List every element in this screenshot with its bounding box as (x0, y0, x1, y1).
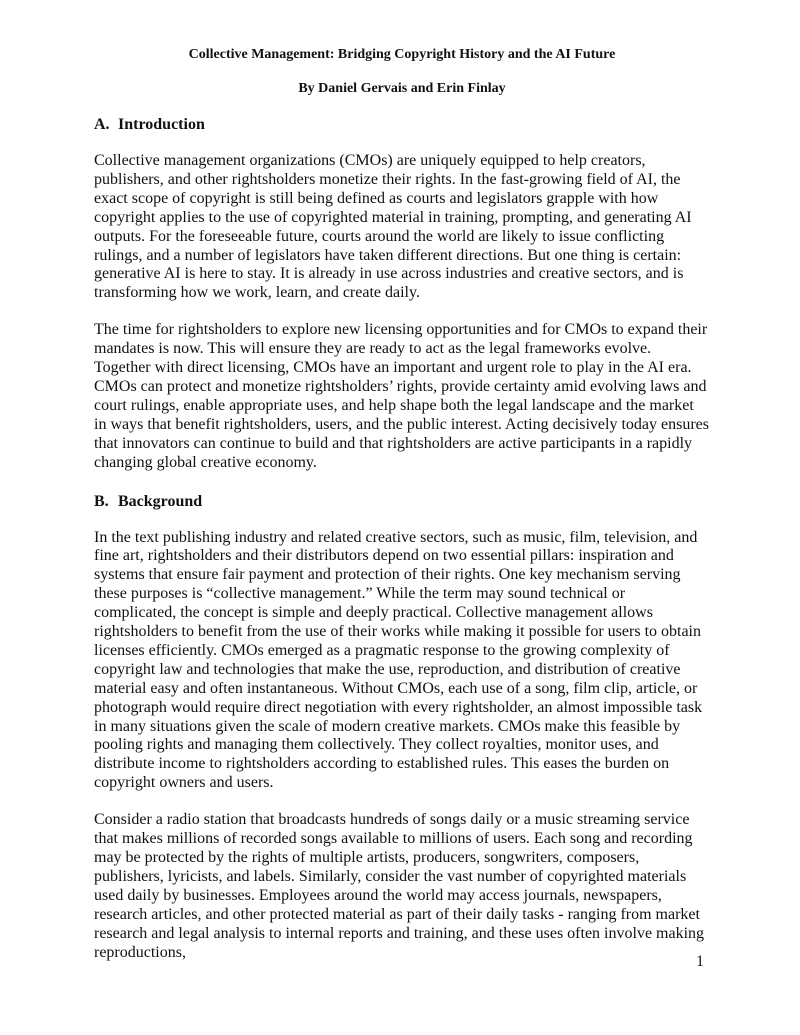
section-title: Introduction (118, 116, 205, 133)
section-heading-background (94, 492, 710, 512)
section-title: Background (118, 492, 203, 510)
document-authors: By Daniel Gervais and Erin Finlay (298, 81, 506, 96)
section-number: B. (94, 492, 109, 510)
document-page (94, 46, 710, 962)
section-heading-introduction (94, 115, 710, 135)
document-title: Collective Management: Bridging Copyright History and the AI Future (188, 47, 616, 62)
paragraph: Collective management organizations (CMOs) are uniquely equipped to help creators, publishers, and other rightsholders monetize their rights. In the fast-growing field of AI, the exact scope of copyright is still being defined as courts and legislators grapple with how copyright applies to the use of copyrighted material in training, prompting, and generating AI outputs. For the foreseeable future, courts around the world are likely to issue conflicting rulings, and a number of legislators have taken different directions. But one thing is certain: generative AI is here to stay. It is already in use across industries and creative sectors, and is transforming how we work, learn, and create daily. (94, 152, 692, 302)
page-number: 1 (696, 953, 704, 970)
section-number: A. (94, 116, 110, 133)
paragraph: The time for rightsholders to explore new licensing opportunities and for CMOs to expand their mandates is now. This will ensure they are ready to act as the legal frameworks evolve. Together with direct licensing, CMOs have an important and urgent role to play in the AI era. CMOs can protect and monetize rightsholders’ rights, provide certainty amid evolving laws and court rulings, enable appropriate uses, and help shape both the legal landscape and the market in ways that benefit rightsholders, users, and the public interest. Acting decisively today ensures that innovators can continue to build and that rightsholders are active participants in a rapidly changing global creative economy. (94, 321, 709, 471)
paragraph: Consider a radio station that broadcasts hundreds of songs daily or a music streaming service that makes millions of recorded songs available to millions of users. Each song and recording may be protected by the rights of multiple artists, producers, songwriters, composers, publishers, lyricists, and labels. Similarly, consider the vast number of copyrighted materials used daily by businesses. Employees around the world may access journals, newspapers, research articles, and other protected material as part of their daily tasks - ranging from market research and legal analysis to internal reports and training, and these uses often involve making reproductions, (94, 811, 705, 961)
paragraph: In the text publishing industry and related creative sectors, such as music, film, television, and fine art, rightsholders and their distributors depend on two essential pillars: inspiration and systems that ensure fair payment and protection of their rights. One key mechanism serving these purposes is “collective management.” While the term may sound technical or complicated, the concept is simple and deeply practical. Collective management allows rightsholders to benefit from the use of their works while making it possible for users to obtain licenses efficiently. CMOs emerged as a pragmatic response to the growing complexity of copyright law and technologies that make the use, reproduction, and distribution of creative material easy and often instantaneous. Without CMOs, each use of a song, film clip, article, or photograph would require direct negotiation with every rightsholder, an almost impossible task in many situations given the scale of modern creative markets. CMOs make this feasible by pooling rights and managing them collectively. They collect royalties, monitor uses, and distribute income to rightsholders according to established rules. This eases the burden on copyright owners and users. (94, 528, 703, 792)
